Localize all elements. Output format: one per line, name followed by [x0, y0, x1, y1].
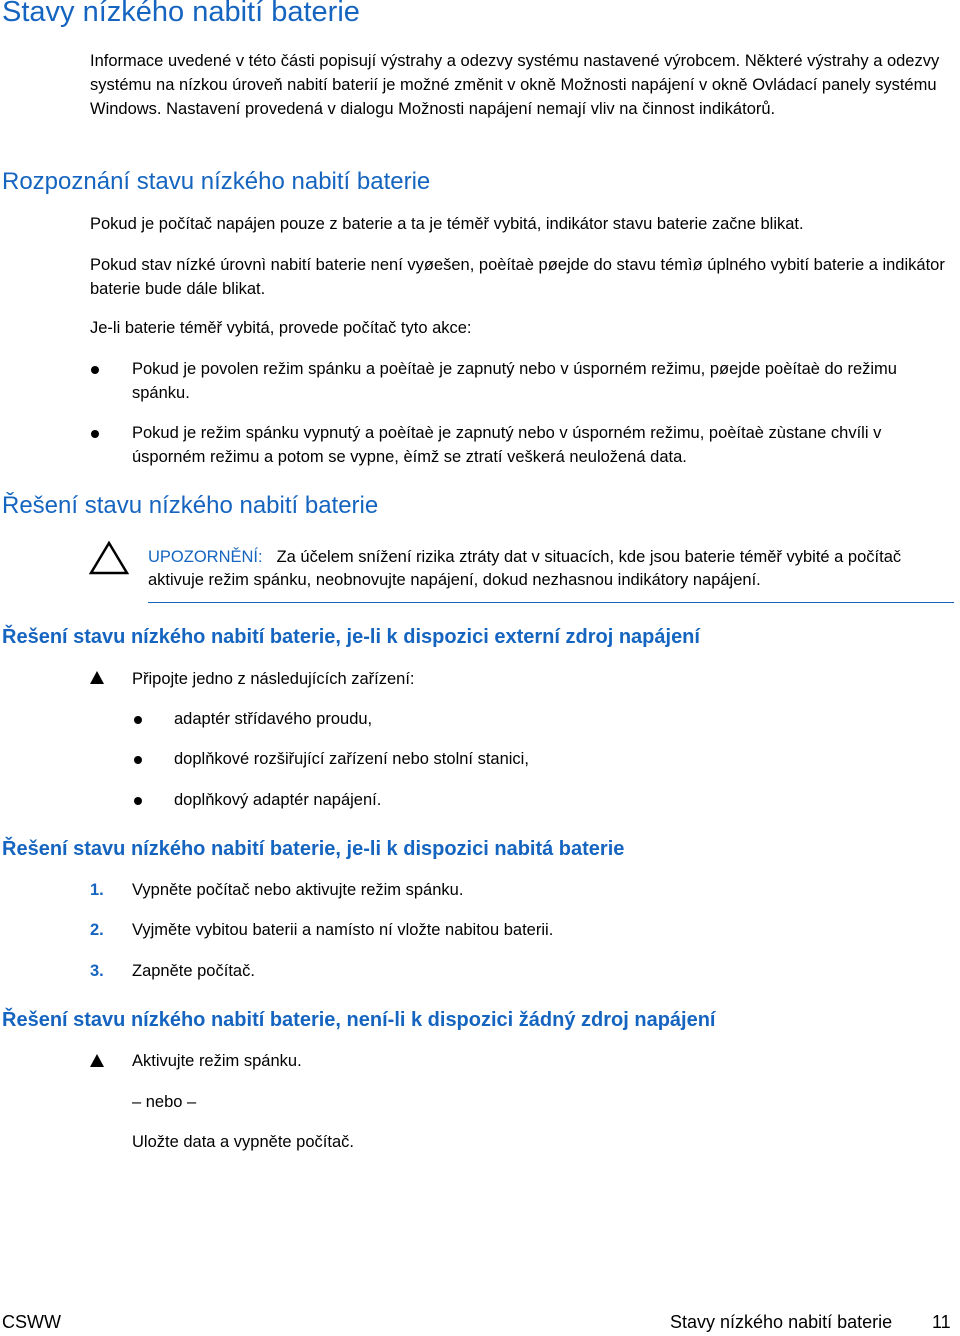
intro-paragraph: Informace uvedené v této části popisují výstrahy a odezvy systému nastavené výrobcem. Některé výstrahy a odezvy systému na nízkou úroveň nabití baterií je možné změnit v okně Možnosti napájení v okně Ovládací panely systému Windows. Nastavení provedená v dialogu Možnosti napájení nemají vliv na činnost indikátorů. — [90, 52, 940, 118]
page-number: 11 — [932, 1312, 951, 1332]
step-text-3: Zapněte počítač. — [132, 962, 255, 980]
warning-triangle-icon — [88, 540, 130, 576]
section5-or: – nebo – — [132, 1093, 197, 1111]
caution-paragraph — [148, 546, 958, 592]
step-text-1: Vypněte počítač nebo aktivujte režim spánku. — [132, 881, 464, 899]
bullet-dot-icon — [134, 797, 142, 805]
section5-alt: Uložte data a vypněte počítač. — [132, 1133, 354, 1151]
bullet-dot-icon — [134, 716, 142, 724]
bullet-dot-icon — [134, 756, 142, 764]
bullet-dot-icon — [91, 430, 99, 438]
caution-label: UPOZORNĚNÍ: — [148, 548, 263, 566]
section1-bullet-2: Pokud je režim spánku vypnutý a poèítaè je zapnutý nebo v úsporném režimu, poèítaè zùstane chvíli v úsporném režimu a potom se vypne, èímž se ztratí veškerá neuložená data. — [132, 424, 882, 466]
section-heading-no-power: Řešení stavu nízkého nabití baterie, není-li k dispozici žádný zdroj napájení — [2, 1009, 716, 1031]
section1-paragraph-2: Pokud stav nízké úrovnì nabití baterie není vyøešen, poèítaè pøejde do stavu témìø úplného vybití baterie a indikátor baterie bude dále blikat. — [90, 256, 945, 298]
section-heading-charged-battery: Řešení stavu nízkého nabití baterie, je-li k dispozici nabitá baterie — [2, 838, 625, 860]
caution-text: Za účelem snížení rizika ztráty dat v situacích, kde jsou baterie téměř vybité a počítač aktivuje režim spánku, neobnovujte napájení, dokud nezhasnou indikátory napájení. — [148, 548, 902, 589]
section3-item-3: doplňkový adaptér napájení. — [174, 791, 382, 809]
triangle-step-icon — [90, 1054, 104, 1067]
step-number-2: 2. — [90, 921, 104, 939]
section-heading-external-power: Řešení stavu nízkého nabití baterie, je-li k dispozici externí zdroj napájení — [2, 626, 700, 648]
section5-step: Aktivujte režim spánku. — [132, 1052, 302, 1070]
step-number-3: 3. — [90, 962, 104, 980]
triangle-step-icon — [90, 671, 104, 684]
section-heading-solve: Řešení stavu nízkého nabití baterie — [2, 492, 379, 519]
caution-note — [148, 542, 954, 603]
section3-item-2: doplňkové rozšiřující zařízení nebo stolní stanici, — [174, 750, 529, 768]
section1-paragraph-3: Je-li baterie téměř vybitá, provede počítač tyto akce: — [90, 319, 472, 337]
section3-step: Připojte jedno z následujících zařízení: — [132, 670, 415, 688]
footer-title: Stavy nízkého nabití baterie — [670, 1312, 893, 1332]
section1-bullet-1: Pokud je povolen režim spánku a poèítaè je zapnutý nebo v úsporném režimu, pøejde poèítaè do režimu spánku. — [132, 360, 897, 402]
section1-paragraph-1: Pokud je počítač napájen pouze z baterie a ta je téměř vybitá, indikátor stavu baterie začne blikat. — [90, 215, 804, 233]
section3-item-1: adaptér střídavého proudu, — [174, 710, 373, 728]
step-number-1: 1. — [90, 881, 104, 899]
section-heading-recognize: Rozpoznání stavu nízkého nabití baterie — [2, 168, 431, 195]
page-title: Stavy nízkého nabití baterie — [2, 0, 360, 28]
step-text-2: Vyjměte vybitou baterii a namísto ní vložte nabitou baterii. — [132, 921, 554, 939]
footer-left: CSWW — [2, 1312, 61, 1332]
bullet-dot-icon — [91, 366, 99, 374]
